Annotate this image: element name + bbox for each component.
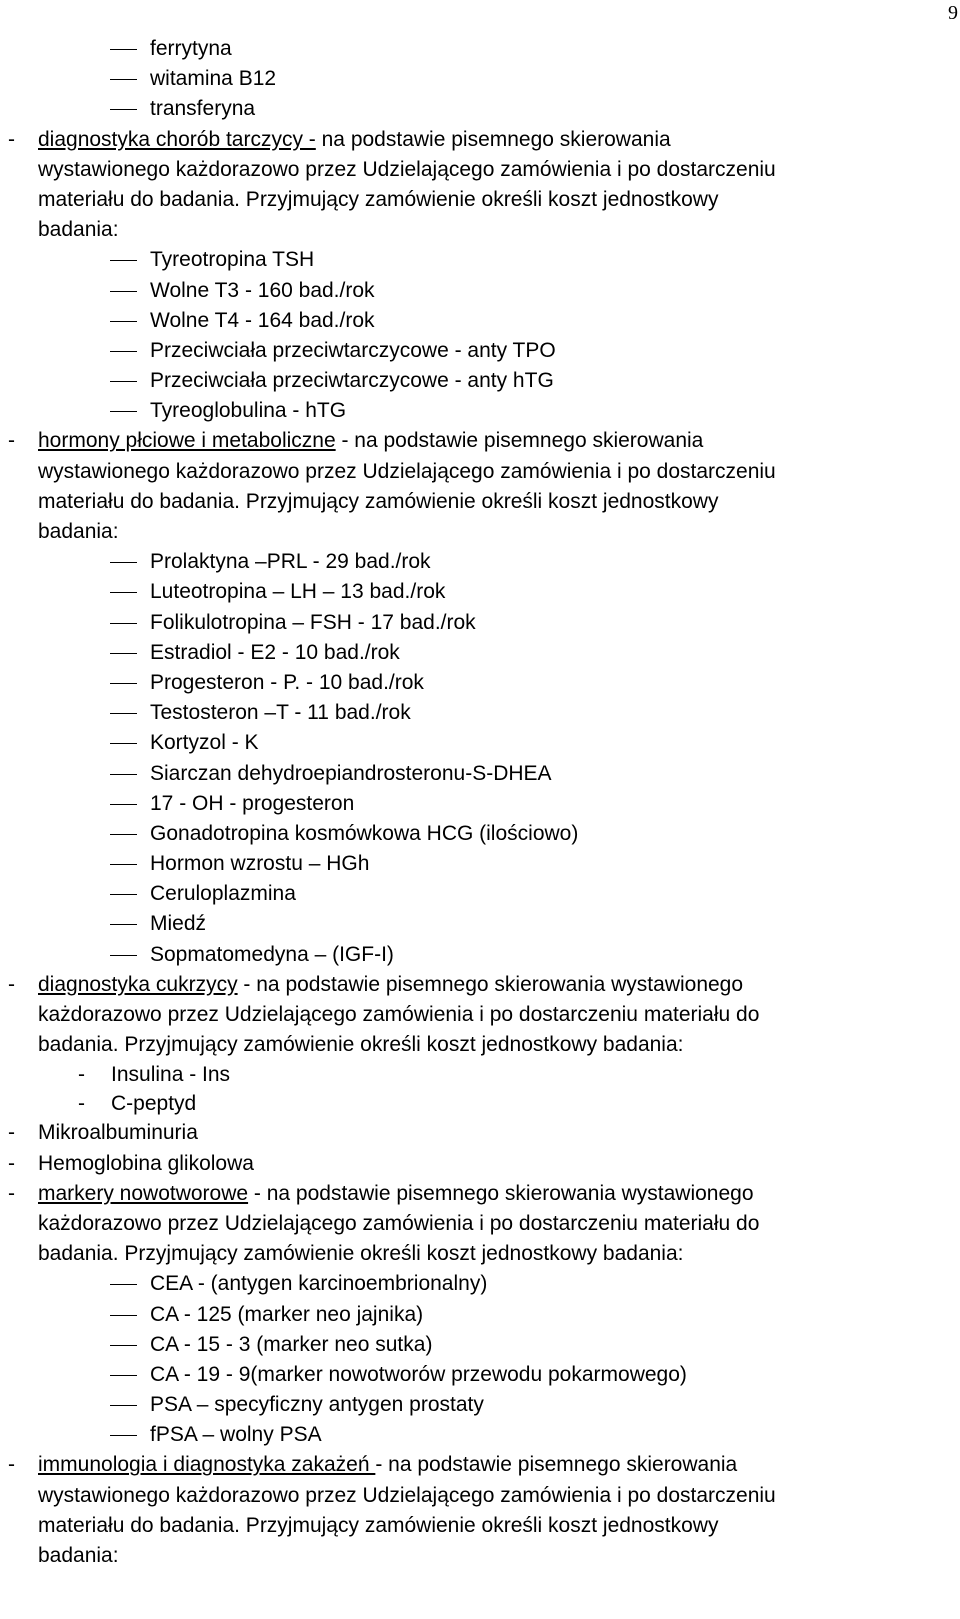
dash-bullet	[110, 351, 137, 352]
document-line	[0, 366, 940, 396]
paragraph-text: badania. Przyjmujący zamówienie określi koszt jednostkowy badania:	[38, 1242, 684, 1266]
section-item	[38, 125, 671, 155]
hyphen-bullet: -	[8, 972, 15, 996]
dash-bullet	[110, 653, 137, 654]
list-item-text: Ceruloplazmina	[150, 882, 296, 906]
page-number: 9	[948, 2, 958, 24]
document-body	[0, 34, 940, 1571]
list-item-text: Hormon wzrostu – HGh	[150, 852, 370, 876]
dash-bullet	[110, 1375, 137, 1376]
list-item-text: Luteotropina – LH – 13 bad./rok	[150, 580, 446, 604]
section-item	[38, 1179, 754, 1209]
document-line	[0, 1118, 940, 1148]
document-line	[0, 155, 940, 185]
document-line	[0, 879, 940, 909]
list-item-text: Folikulotropina – FSH - 17 bad./rok	[150, 610, 476, 634]
document-line	[0, 1511, 940, 1541]
section-item	[38, 1450, 737, 1480]
section-text: - na podstawie pisemnego skierowania	[375, 1453, 738, 1477]
dash-bullet	[110, 713, 137, 714]
dash-bullet	[110, 291, 137, 292]
list-item-text: Estradiol - E2 - 10 bad./rok	[150, 640, 400, 664]
document-line	[0, 64, 940, 94]
document-line	[0, 638, 940, 668]
document-line	[0, 457, 940, 487]
list-item-text: Wolne T3 - 160 bad./rok	[150, 278, 375, 302]
document-line	[0, 336, 940, 366]
document-line	[0, 1420, 940, 1450]
document-line	[0, 759, 940, 789]
dash-bullet	[110, 321, 137, 322]
document-line	[0, 1239, 940, 1269]
section-text: - na podstawie pisemnego skierowania wystawionego	[248, 1181, 754, 1205]
paragraph-text: badania. Przyjmujący zamówienie określi koszt jednostkowy badania:	[38, 1033, 684, 1057]
document-line	[0, 1149, 940, 1179]
section-text: Hemoglobina glikolowa	[38, 1151, 254, 1175]
document-line	[0, 819, 940, 849]
document-line	[0, 547, 940, 577]
section-heading: markery nowotworowe	[38, 1181, 249, 1205]
list-item-text: witamina B12	[150, 67, 277, 91]
hyphen-bullet: -	[78, 1092, 85, 1116]
paragraph-text: wystawionego każdorazowo przez Udzielającego zamówienia i po dostarczeniu	[38, 157, 776, 181]
section-text: - na podstawie pisemnego skierowania	[335, 429, 704, 453]
list-item-text: C-peptyd	[111, 1092, 197, 1116]
list-item-text: Progesteron - P. - 10 bad./rok	[150, 670, 424, 694]
dash-bullet	[110, 924, 137, 925]
hyphen-bullet: -	[8, 1151, 15, 1175]
dash-bullet	[110, 743, 137, 744]
document-line	[0, 125, 940, 155]
dash-bullet	[110, 683, 137, 684]
list-item-text: Siarczan dehydroepiandrosteronu-S-DHEA	[150, 761, 552, 785]
document-line	[0, 577, 940, 607]
list-item-text: Przeciwciała przeciwtarczycowe - anty TPO	[150, 338, 556, 362]
document-line	[0, 306, 940, 336]
list-item-text: Przeciwciała przeciwtarczycowe - anty hTG	[150, 369, 554, 393]
document-line	[0, 34, 940, 64]
document-line	[0, 608, 940, 638]
dash-bullet	[110, 894, 137, 895]
list-item-text: Prolaktyna –PRL - 29 bad./rok	[150, 550, 431, 574]
document-line	[0, 1269, 940, 1299]
dash-bullet	[110, 592, 137, 593]
list-item-text: Insulina - Ins	[111, 1063, 231, 1087]
dash-bullet	[110, 260, 137, 261]
dash-bullet	[110, 1284, 137, 1285]
document-line	[0, 426, 940, 456]
document-line	[0, 215, 940, 245]
section-heading: hormony płciowe i metaboliczne	[38, 429, 336, 453]
list-item-text: Tyreotropina TSH	[150, 248, 315, 272]
list-item-text: transferyna	[150, 97, 256, 121]
hyphen-bullet: -	[8, 1121, 15, 1145]
document-line	[0, 276, 940, 306]
paragraph-text: badania:	[38, 520, 119, 543]
hyphen-bullet: -	[8, 1181, 15, 1205]
section-item	[38, 970, 743, 1000]
section-heading: diagnostyka chorób tarczycy -	[38, 127, 316, 151]
dash-bullet	[110, 623, 137, 624]
document-line	[0, 909, 940, 939]
document-line	[0, 1360, 940, 1390]
list-item-text: Miedź	[150, 912, 207, 936]
list-item-text: 17 - OH - progesteron	[150, 791, 355, 815]
document-line	[0, 1330, 940, 1360]
document-line	[0, 1089, 940, 1118]
dash-bullet	[110, 562, 137, 563]
paragraph-text: badania:	[38, 218, 119, 242]
list-item-text: fPSA – wolny PSA	[150, 1423, 322, 1447]
hyphen-bullet: -	[8, 429, 15, 453]
dash-bullet	[110, 804, 137, 805]
document-line	[0, 1060, 940, 1089]
document-line	[0, 185, 940, 215]
document-line	[0, 1481, 940, 1511]
section-heading: diagnostyka cukrzycy	[38, 972, 238, 996]
list-item-text: Tyreoglobulina - hTG	[150, 399, 347, 423]
document-line	[0, 1390, 940, 1420]
document-line	[0, 517, 940, 547]
document-line	[0, 1450, 940, 1480]
paragraph-text: materiału do badania. Przyjmujący zamówienie określi koszt jednostkowy	[38, 1513, 719, 1537]
hyphen-bullet: -	[8, 127, 15, 151]
dash-bullet	[110, 1405, 137, 1406]
document-line	[0, 668, 940, 698]
document-line	[0, 245, 940, 275]
section-text: na podstawie pisemnego skierowania	[315, 127, 671, 151]
dash-bullet	[110, 1315, 137, 1316]
document-line	[0, 698, 940, 728]
section-text: Mikroalbuminuria	[38, 1121, 198, 1145]
document-line	[0, 94, 940, 124]
dash-bullet	[110, 79, 137, 80]
dash-bullet	[110, 864, 137, 865]
dash-bullet	[110, 1435, 137, 1436]
section-heading: immunologia i diagnostyka zakażeń	[38, 1453, 376, 1477]
dash-bullet	[110, 955, 137, 956]
list-item-text: Gonadotropina kosmówkowa HCG (ilościowo)	[150, 821, 579, 845]
list-item-text: PSA – specyficzny antygen prostaty	[150, 1393, 484, 1417]
list-item-text: Kortyzol - K	[150, 731, 259, 755]
document-line	[0, 1300, 940, 1330]
dash-bullet	[110, 834, 137, 835]
list-item-text: CA - 125 (marker neo jajnika)	[150, 1302, 424, 1326]
document-line	[0, 1000, 940, 1030]
hyphen-bullet: -	[8, 1453, 15, 1477]
list-item-text: CA - 15 - 3 (marker neo sutka)	[150, 1332, 433, 1356]
dash-bullet	[110, 411, 137, 412]
list-item-text: Sopmatomedyna – (IGF-I)	[150, 942, 394, 966]
document-line	[0, 970, 940, 1000]
dash-bullet	[110, 49, 137, 50]
paragraph-text: wystawionego każdorazowo przez Udzielającego zamówienia i po dostarczeniu	[38, 1483, 776, 1507]
dash-bullet	[110, 1345, 137, 1346]
paragraph-text: badania:	[38, 1544, 119, 1567]
paragraph-text: materiału do badania. Przyjmujący zamówienie określi koszt jednostkowy	[38, 187, 719, 211]
document-line	[0, 849, 940, 879]
paragraph-text: każdorazowo przez Udzielającego zamówienia i po dostarczeniu materiału do	[38, 1211, 760, 1235]
section-item	[38, 1149, 254, 1179]
section-text: - na podstawie pisemnego skierowania wystawionego	[237, 972, 744, 996]
hyphen-bullet: -	[78, 1063, 85, 1087]
document-line	[0, 1209, 940, 1239]
dash-bullet	[110, 774, 137, 775]
dash-bullet	[110, 109, 137, 110]
document-line	[0, 487, 940, 517]
document-line	[0, 728, 940, 758]
list-item-text: CA - 19 - 9(marker nowotworów przewodu pokarmowego)	[150, 1362, 687, 1386]
document-line	[0, 1030, 940, 1060]
document-line	[0, 1541, 940, 1571]
list-item-text: Wolne T4 - 164 bad./rok	[150, 308, 375, 332]
dash-bullet	[110, 381, 137, 382]
list-item-text: CEA - (antygen karcinoembrionalny)	[150, 1272, 488, 1296]
paragraph-text: materiału do badania. Przyjmujący zamówienie określi koszt jednostkowy	[38, 489, 719, 513]
section-item	[38, 426, 703, 456]
document-line	[0, 940, 940, 970]
document-line	[0, 789, 940, 819]
list-item-text: ferrytyna	[150, 37, 232, 60]
section-item	[38, 1118, 198, 1148]
list-item-text: Testosteron –T - 11 bad./rok	[150, 701, 411, 725]
document-line	[0, 396, 940, 426]
paragraph-text: każdorazowo przez Udzielającego zamówienia i po dostarczeniu materiału do	[38, 1003, 760, 1026]
document-line	[0, 1179, 940, 1209]
paragraph-text: wystawionego każdorazowo przez Udzielającego zamówienia i po dostarczeniu	[38, 459, 776, 483]
